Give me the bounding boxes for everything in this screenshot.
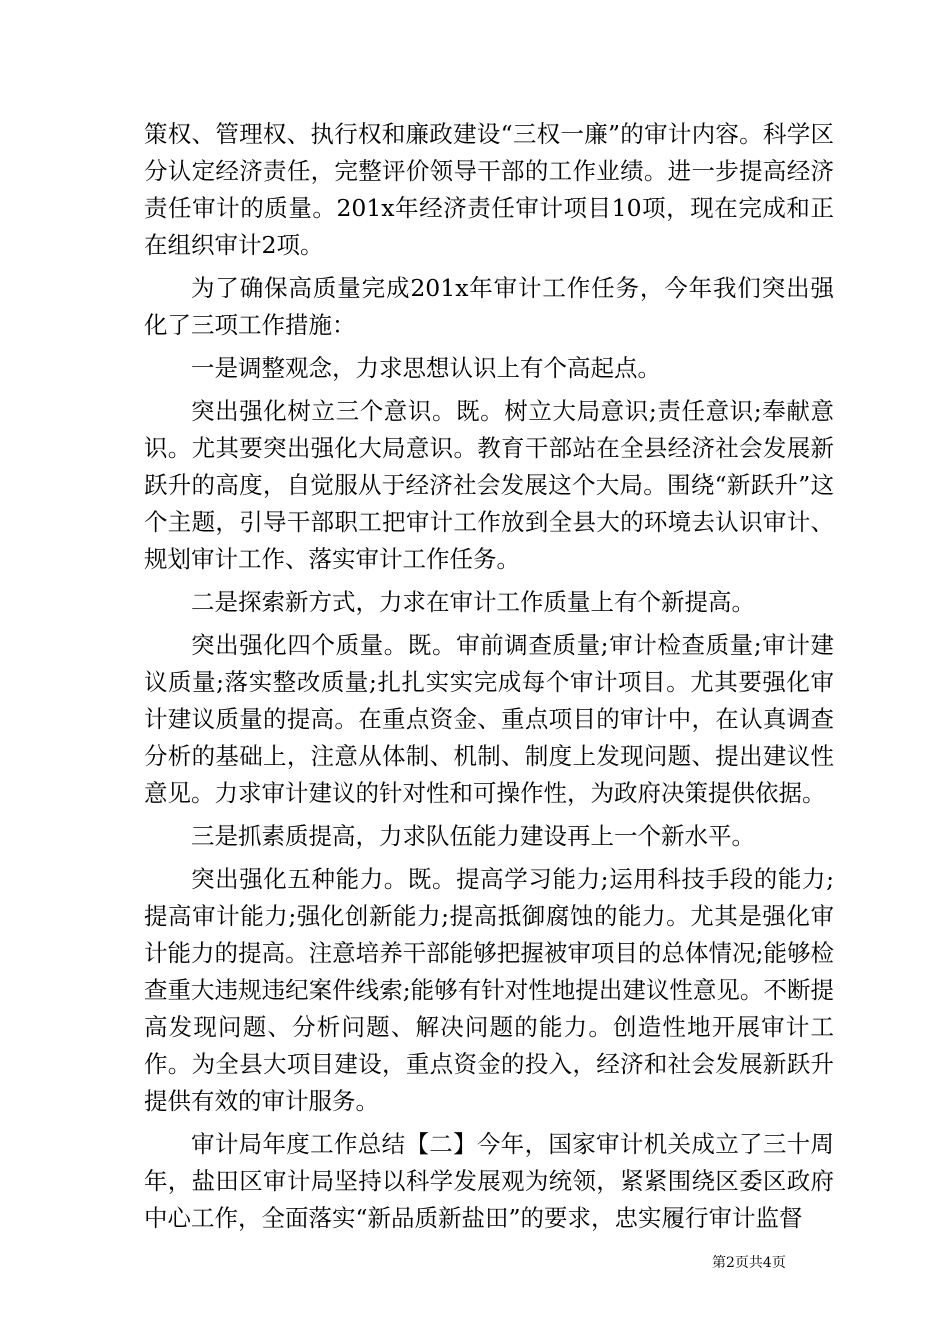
paragraph-summary-two: 审计局年度工作总结【二】今年，国家审计机关成立了三十周年，盐田区审计局坚持以科学发展观为统领，紧紧围绕区委区政府中心工作，全面落实“新品质新盐田”的要求，忠实履行审计监督 bbox=[144, 1130, 834, 1232]
paragraph-four-quality: 突出强化四个质量。既。审前调查质量;审计检查质量;审计建议质量;落实整改质量;扎扎实实完成每个审计项目。尤其要强化审计建议质量的提高。在重点资金、重点项目的审计中，在认真调查分析的基础上，注意从体制、机制、制度上发现问题、提出建议性意见。力求审计建议的针对性和可操作性，为政府决策提供依据。 bbox=[144, 631, 834, 807]
paragraph-measures-intro: 为了确保高质量完成201x年审计工作任务，今年我们突出强化了三项工作措施： bbox=[144, 274, 834, 339]
paragraph-continuation: 策权、管理权、执行权和廉政建设“三权一廉”的审计内容。科学区分认定经济责任，完整评价领导干部的工作业绩。进一步提高经济责任审计的质量。201x年经济责任审计项目10项，现在完成和正在组织审计2项。 bbox=[144, 120, 834, 259]
document-body bbox=[144, 116, 834, 1243]
paragraph-point-three: 三是抓素质提高，力求队伍能力建设再上一个新水平。 bbox=[191, 822, 755, 850]
paragraph-point-two: 二是探索新方式，力求在审计工作质量上有个新提高。 bbox=[191, 588, 755, 616]
paragraph-three-awareness: 突出强化树立三个意识。既。树立大局意识;责任意识;奉献意识。尤其要突出强化大局意识。教育干部站在全县经济社会发展新跃升的高度，自觉服从于经济社会发展这个大局。围绕“新跃升”这个主题，引导干部职工把审计工作放到全县大的环境去认识审计、规划审计工作、落实审计工作任务。 bbox=[144, 397, 834, 573]
paragraph-point-one: 一是调整观念，力求思想认识上有个高起点。 bbox=[191, 354, 661, 382]
paragraph-five-abilities: 突出强化五种能力。既。提高学习能力;运用科技手段的能力;提高审计能力;强化创新能力;提高抵御腐蚀的能力。尤其是强化审计能力的提高。注意培养干部能够把握被审项目的总体情况;能够检查重大违规违纪案件线索;能够有针对性地提出建议性意见。不断提高发现问题、分析问题、解决问题的能力。创造性地开展审计工作。为全县大项目建设，重点资金的投入，经济和社会发展新跃升提供有效的审计服务。 bbox=[144, 865, 834, 1115]
page-number: 第2页共4页 bbox=[712, 1255, 786, 1271]
